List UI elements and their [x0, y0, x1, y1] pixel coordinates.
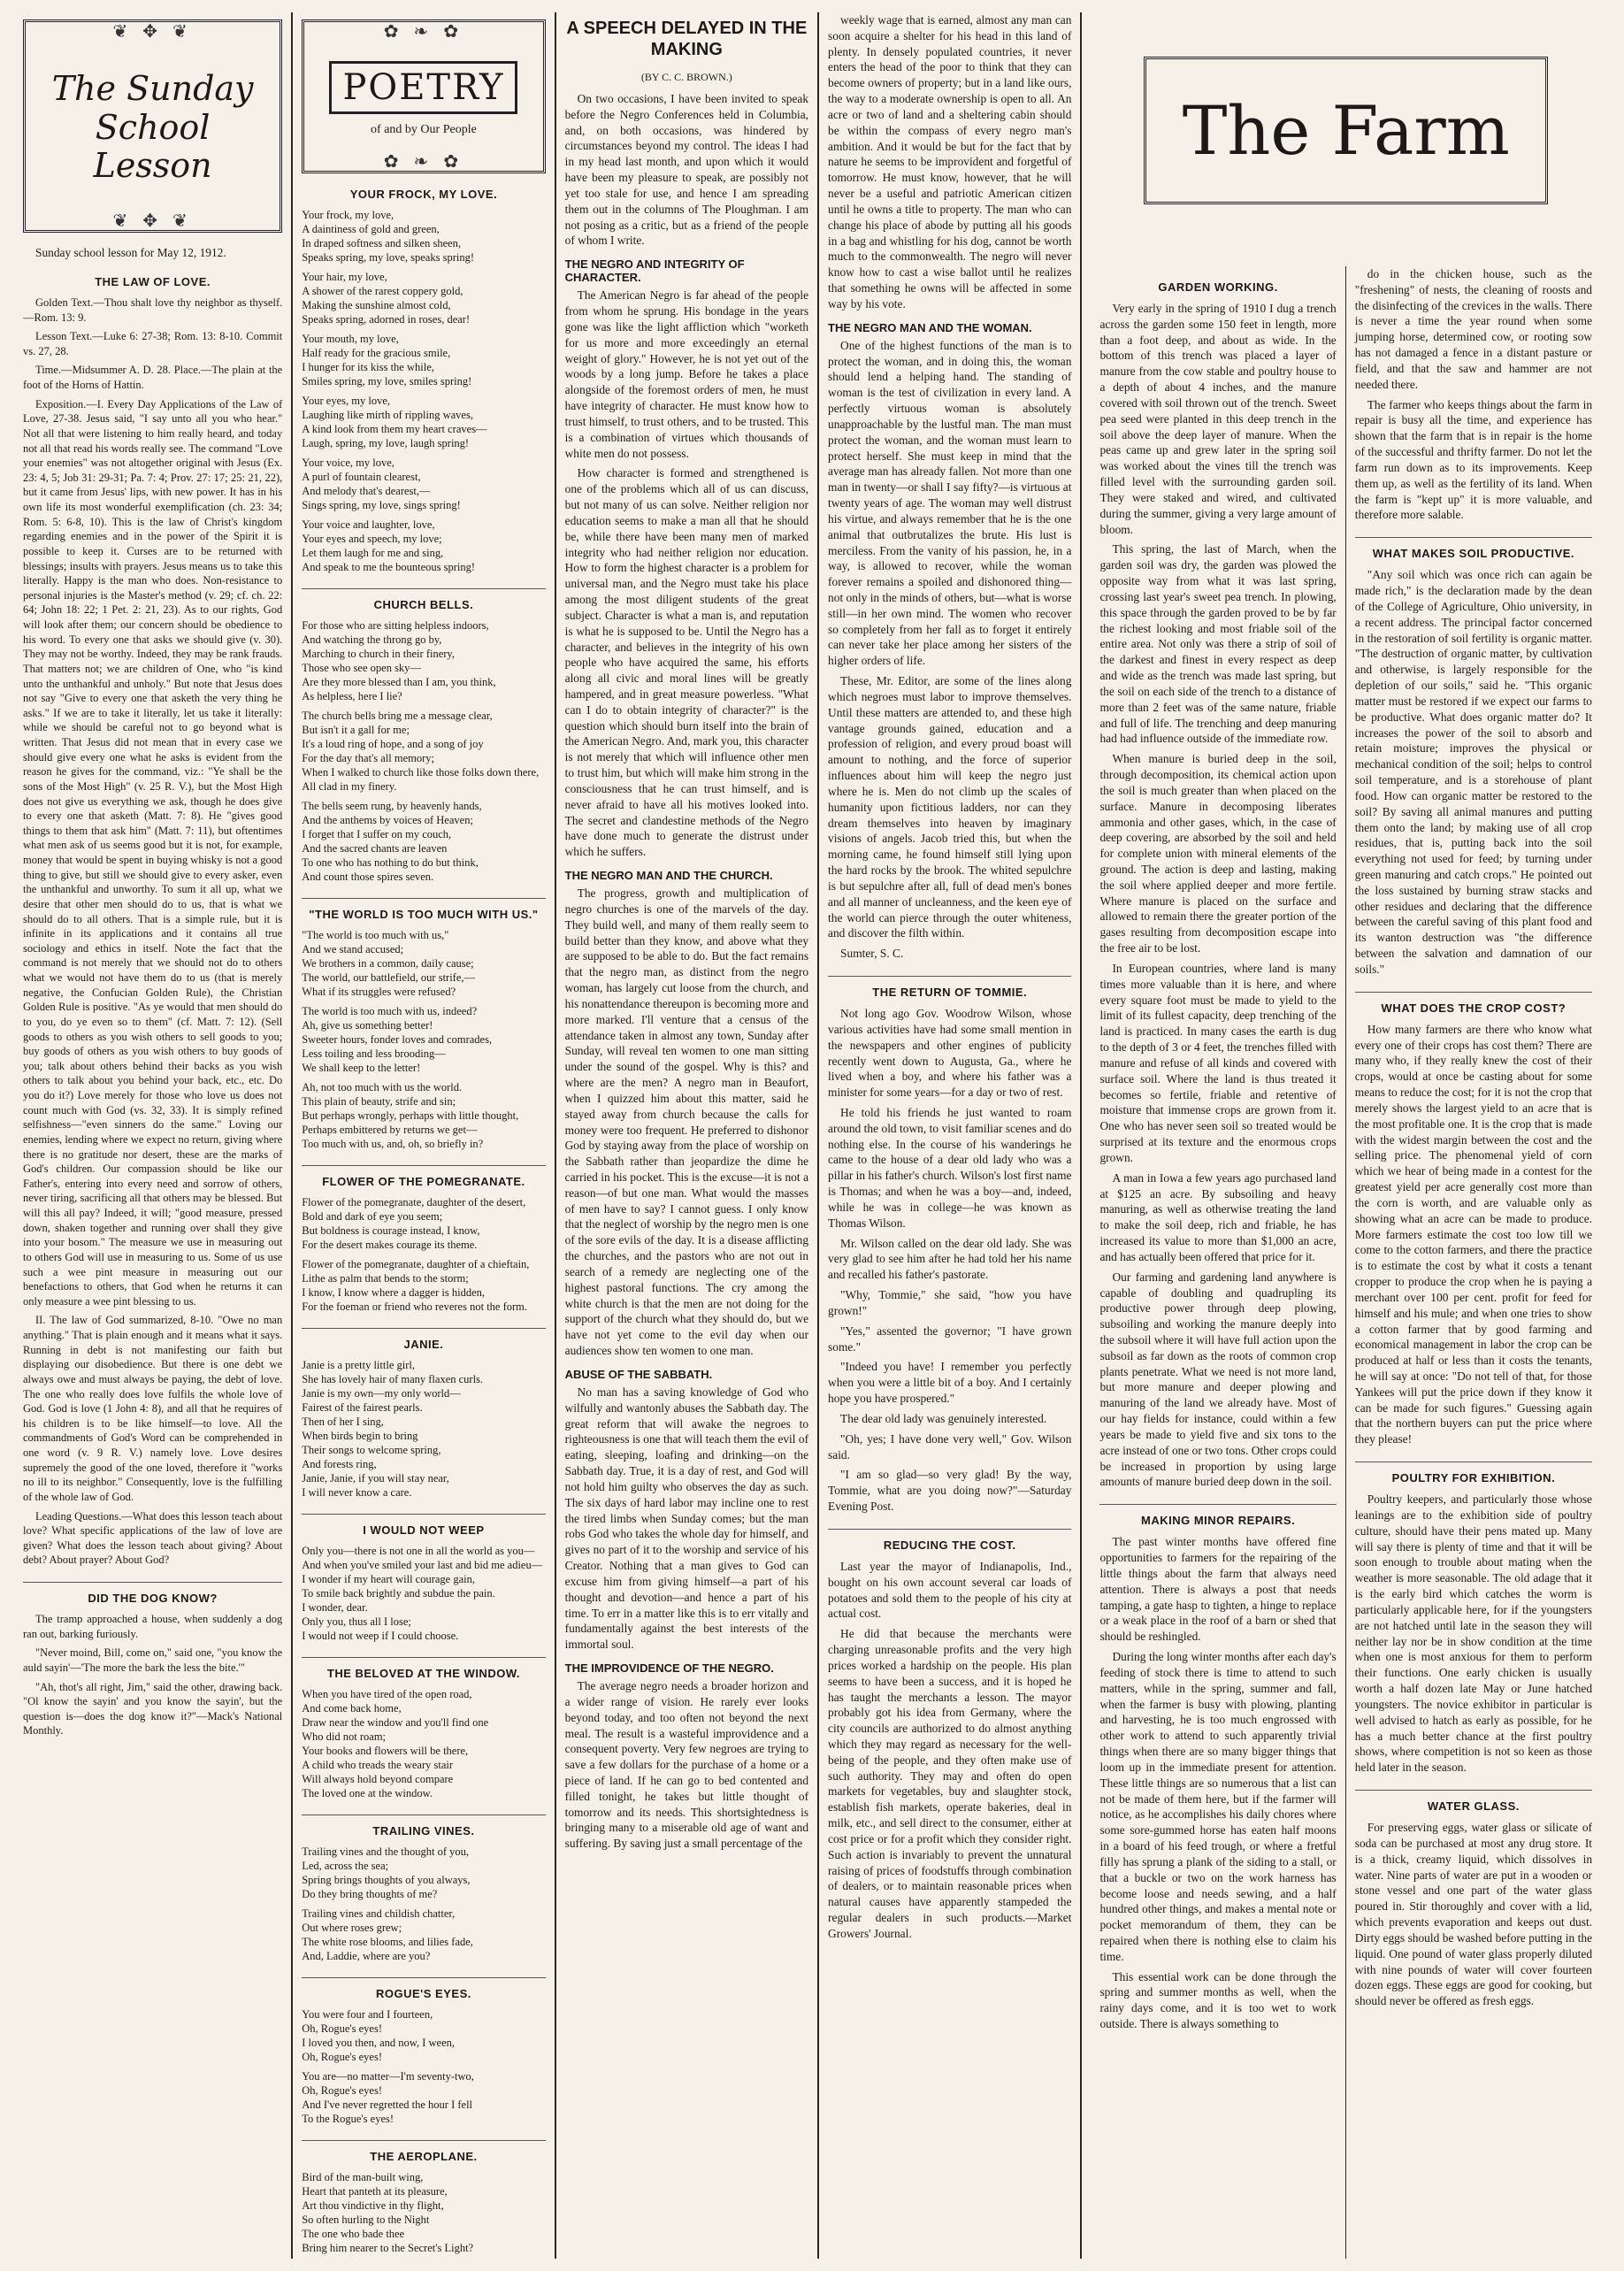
poem-verse — [302, 1195, 545, 1314]
poem-line: You were four and I fourteen, — [302, 2008, 433, 2021]
poem-line: Your books and flowers will be there, — [302, 1745, 469, 1757]
poem-line: Fairest of the fairest pearls. — [302, 1401, 423, 1414]
poem-line: "The world is too much with us," — [302, 929, 449, 941]
poem-line: Art thou vindictive in thy flight, — [302, 2199, 444, 2212]
poem-line: Your eyes, my love, — [302, 395, 391, 407]
poem-line: Your voice, my love, — [302, 457, 395, 469]
golden-text: Golden Text.—Thou shalt love thy neighbor as thyself.—Rom. 13: 9. — [23, 295, 283, 324]
poem-line: The one who bade thee — [302, 2228, 405, 2240]
ornament-top-icon: ❦ ✥ ❦ — [112, 22, 193, 42]
poem-line: Half ready for the gracious smile, — [302, 347, 451, 359]
poem-line: It's a loud ring of hope, and a song of joy — [302, 738, 484, 750]
poem-line: I know, I know where a dagger is hidden, — [302, 1286, 486, 1299]
crop-cost-title: WHAT DOES THE CROP COST? — [1355, 992, 1592, 1015]
garden-p6: Our farming and gardening land anywhere is capable of doubling and quadrupling its productive power through deep plowing, subsoiling and working the manure deeply into the subsoil where it will have full action upon the subsoil as far down as the roots of common crop plants penetrate. What we need is not more land, but more manure and deeper plowing and manuring of the land we already have. Most of our hay fields for instance, could within a few years be made to yield five and six tons to the acre instead of one or two tons. Other crops could be increased in proportion by using large amounts of manure buried deep down in the soil. — [1099, 1270, 1337, 1489]
poem-line: Your eyes and speech, my love; — [302, 533, 442, 545]
repairs-p5: The farmer who keeps things about the farm in repair is busy all the time, and experience has shown that the farm that is in repair is the home of the successful and thrifty farmer. Do not let the farm run down as to its improvements. Keep them up, as well as the fertility of its land. When the farm is "kept up" it is more valuable, and therefore more salable. — [1354, 397, 1593, 522]
poem-line: And count those spires seven. — [302, 871, 434, 883]
poem-line: Your voice and laughter, love, — [302, 518, 435, 531]
poem-line: Trailing vines and the thought of you, — [302, 1845, 469, 1858]
speech-p9: These, Mr. Editor, are some of the lines along which negroes must labor to improve themselves. Until these matters are attended to, and these high vantage grounds gained, education and a profession of religion, and every proud boast will amount to nothing, and the force of superior influences about him will keep the negro just where he is. Men do not climb up the scales of humanity upon fictitious ladders, nor can they dream themselves into heaven by imaginary visions of angels. Jacob tried this, but when the morning came, he found himself still lying upon the hard rocks by the brook. The whited sepulchre is but sepulchre after all, full of dead men's bones and all manner of uncleanness, and the keen eye of the world can pierce through the outer whiteness, and discover the filth within. — [828, 674, 1072, 940]
poem-line: Ah, not too much with us the world. — [302, 1081, 463, 1093]
poem-line: Ah, give us something better! — [302, 1019, 433, 1032]
poem-title: ROGUE'S EYES. — [302, 1977, 545, 2000]
poem-line: Will always hold beyond compare — [302, 1773, 454, 1785]
poem-line: Making the sunshine almost cold, — [302, 299, 451, 311]
poem-title: THE BELOVED AT THE WINDOW. — [302, 1657, 545, 1680]
garden-p1: Very early in the spring of 1910 I dug a trench across the garden some 150 feet in length, more than a foot deep, and about as wide. In the bottom of this trench was placed a layer of manure from the cow stable and poultry house to a depth of about 4 inches, and the manure covered with soil thrown out of the trench. Sweet pea seed were planted in this deep trench in the soil above the deep layer of manure. When the peas came up and grew later in the spring soil was worked about the vines till the trench was filled level with the surrounding garden soil. They were staked and wired, and cultivated during the summer, giving a very large amount of bloom. — [1099, 302, 1337, 536]
poem-line: For the desert makes courage its theme. — [302, 1239, 478, 1251]
speech-byline: (BY C. C. BROWN.) — [640, 71, 732, 83]
poem-line: Laugh, spring, my love, laugh spring! — [302, 437, 470, 449]
poem-line: To the Rogue's eyes! — [302, 2113, 395, 2125]
poem-line: Speaks spring, my love, speaks spring! — [302, 251, 475, 264]
poem-line: Perhaps embittered by returns we get— — [302, 1124, 478, 1136]
speech-subhead-4: THE IMPROVIDENCE OF THE NEGRO. — [564, 1661, 774, 1676]
speech-subhead-3: ABUSE OF THE SABBATH. — [564, 1367, 713, 1381]
farm-header: The Farm — [1144, 57, 1548, 204]
garden-p3: When manure is buried deep in the soil, through decomposition, its chemical action upon the soil is much greater than when placed on the surface. Manure in decomposing liberates ammonia and other gases, which, in the case of deep covering, are absorbed by the soil and held for complete union with mineral elements of the ground. The action is deep and lasting, making the soil where applied deeper and more fertile. Where manure is placed on the surface and allowed to remain there the greater portion of the gases resulting from decomposition escape into the free air to be lost. — [1099, 752, 1337, 955]
lesson-intro: Sunday school lesson for May 12, 1912. — [35, 246, 226, 260]
poetry-header: POETRY — [329, 61, 517, 114]
leading-questions: Leading Questions.—What does this lesson teach about love? What specific applications of the law of love are given? What does the lesson teach about giving? About debt? About prayer? About God? — [23, 1509, 283, 1567]
poem-line: Smiles spring, my love, smiles spring! — [302, 375, 472, 387]
poem-line: For the day that's all memory; — [302, 752, 435, 764]
tommie-p9: "I am so glad—so very glad! By the way, Tommie, what are you doing now?"—Saturday Evening Post. — [828, 1468, 1072, 1514]
tommie-p6: "Indeed you have! I remember you perfectly when you were a little bit of a boy. And I certainly hope you have prospered." — [828, 1360, 1072, 1406]
garden-p4: In European countries, where land is many times more valuable than it is here, and where every square foot must be made to yield to the limit of its fullest capacity, deep trenching of the land is practiced. In many cases the earth is dug to the depth of 3 or 4 feet, the trenches filled with manure and refuse of all kinds and covered with surface soil. Where the land is thus treated it becomes so fertile, friable and retentive of moisture that immense crops are grown from it. One who has never seen soil so treated would be surprised at its texture and the enormous crops grown. — [1099, 961, 1337, 1164]
tommie-p4: "Why, Tommie," she said, "how you have grown!" — [828, 1288, 1072, 1317]
poem-line: Do they bring thoughts of me? — [302, 1888, 438, 1900]
column-sunday-school — [14, 12, 293, 2259]
poem-line: Janie, Janie, if you will stay near, — [302, 1472, 449, 1485]
poem-line: Flower of the pomegranate, daughter of a chieftain, — [302, 1258, 530, 1270]
poem-line: She has lovely hair of many flaxen curls. — [302, 1373, 484, 1385]
poem-line: We brothers in a common, daily cause; — [302, 957, 474, 970]
farm-column-left — [1091, 266, 1345, 2259]
poem-line: A child who treads the weary stair — [302, 1759, 454, 1771]
repairs-p1: The past winter months have offered fine opportunities to farmers for the repairing of the little things about the farm that always need attention. There is always a post that needs tamping, a gate hasp to tighten, a hinge to replace or a weak place in the roof of a barn or shed that should be reshingled. — [1099, 1535, 1337, 1644]
poem-line: All clad in my finery. — [302, 780, 397, 793]
farm-column-right — [1346, 266, 1601, 2259]
speech-p1: On two occasions, I have been invited to speak before the Negro Conferences held in Columbia, and, on both occasions, was hindered by circumstances beyond my control. The ideas I had in my head last month, and upon which it would have been my pleasure to speak, are possibly not yet too stale for use, and hence I am spreading them out in the columns of The Ploughman. I am not posing as a critic, but as a friend of the people of whom I write. — [564, 92, 809, 248]
poem-line: Their songs to welcome spring, — [302, 1444, 441, 1456]
poem-title: I WOULD NOT WEEP — [302, 1514, 545, 1537]
poem-line: For those who are sitting helpless indoors, — [302, 619, 489, 632]
lesson-title: THE LAW OF LOVE. — [95, 274, 211, 288]
poem-line: For the foeman or friend who reveres not the form. — [302, 1300, 528, 1313]
poem-line: The world is too much with us, indeed? — [302, 1005, 478, 1017]
tommie-p5: "Yes," assented the governor; "I have grown some." — [828, 1323, 1072, 1354]
poem-line: A kind look from them my heart craves— — [302, 423, 487, 435]
poem-verse — [302, 1687, 545, 1800]
cost-title: REDUCING THE COST. — [828, 1529, 1071, 1552]
cost-p2: He did that because the merchants were charging unreasonable profits and the very high prices worked a hardship on the people. His plan seems to have been a success, and it is hoped he has taught the merchants a lesson. The mayor probably got his idea from Germany, where the city councils are authorized to do almost anything which they may regard as necessary for the well-being of the people, and they often make use of such authority. They may and often do open markets for vegetables, buy and slaughter stock, establish fish markets, operate bakeries, deal in milk, etc., and sell direct to the consumer, either at cost price or for a profit which they consider right. Such action is invariably to prevent the unnatural raising of prices of foodstuffs through combination of dealers, or to maintain reasonable prices when natural causes have apparently stampeded the regular dealers in such products.—Market Growers' Journal. — [828, 1627, 1072, 1940]
poem-line: I forget that I suffer on my couch, — [302, 828, 452, 840]
poem-line: We shall keep to the letter! — [302, 1062, 421, 1074]
poem-line: And forests ring, — [302, 1458, 377, 1470]
poem-line: Lithe as palm that bends to the storm; — [302, 1272, 469, 1285]
poem-title: THE AEROPLANE. — [302, 2140, 545, 2163]
farm-section — [1082, 12, 1610, 2259]
ornament-bottom-icon: ❦ ✥ ❦ — [112, 211, 193, 232]
tommie-title: THE RETURN OF TOMMIE. — [828, 976, 1071, 999]
poem-line: And we stand accused; — [302, 943, 404, 955]
poem-line: Laughing like mirth of rippling waves, — [302, 409, 473, 421]
poem-line: And the sacred chants are leaven — [302, 842, 448, 855]
poem-title: JANIE. — [302, 1328, 545, 1351]
speech-subhead-1: THE NEGRO AND INTEGRITY OF CHARACTER. — [564, 257, 745, 285]
header-line-2: School Lesson — [93, 107, 212, 186]
column-poetry — [293, 12, 555, 2259]
poem-line: I hunger for its kiss the while, — [302, 361, 434, 373]
lesson-text: Lesson Text.—Luke 6: 27-38; Rom. 13: 8-10. Commit vs. 27, 28. — [23, 330, 283, 357]
poem-line: And, Laddie, where are you? — [302, 1950, 431, 1962]
poem-line: I loved you then, and now, I ween, — [302, 2037, 455, 2049]
poem-line: A purl of fountain clearest, — [302, 471, 421, 483]
poem-line: Only you, thus all I lose; — [302, 1615, 411, 1628]
poem-line: Oh, Rogue's eyes! — [302, 2084, 383, 2097]
poem-line: This plain of beauty, strife and sin; — [302, 1095, 456, 1108]
repairs-title: MAKING MINOR REPAIRS. — [1099, 1504, 1336, 1527]
poem-line: Too much with us, and, oh, so briefly in? — [302, 1138, 484, 1150]
crop-cost-p1: How many farmers are there who know what every one of their crops has cost them? There are many who, if they really knew the cost of their crops, would at once be casting about for some means to reduce the cost; for it is not the crop that merely shows the largest yield to an acre that is the most profitable one. It is the crop that is made with the widest margin between the cost and the selling price. The phenomenal yield of corn which we hear of being made in a contest for the greatest yield per acre generally cost more than the corn is worth, and are valuable only as showing what an acre can be made to produce. More farmers estimate the cost too low till we come to the cotton farmers, and there the practice is to estimate the cost by what it costs a tenant cropper to produce the crop when he is paying a merchant over 100 per cent. profit for feed for himself and his mule; and when one tries to show a cotton farmer that by good farming and economical management in labor the crop can be produced at half or less than it costs the tenants, he will say at once: "Do not tell of that, for those Yankees will put the price down if they know it can be made for such figures." Guessing again that the northern buyers can put the price where they please! — [1354, 1022, 1593, 1446]
poem-line: Oh, Rogue's eyes! — [302, 2022, 383, 2035]
repairs-p4: do in the chicken house, such as the "freshening" of nests, the cleaning of roosts and the disinfecting of the crevices in the walls. There is never a time the year round when some jumping horse, determined cow, or rooting sow has not damaged a fence in a distant pasture or field, and that the saw and hammer are not needed there. — [1354, 267, 1593, 391]
repairs-p3: This essential work can be done through the spring and summer months as well, when the rainy days come, and it is too wet to work outside. There is always something to — [1099, 1969, 1337, 2031]
garden-p2: This spring, the last of March, when the garden soil was dry, the garden was plowed the opposite way from what it was last spring, crossing last year's sweet pea trench. In plowing, this space through the garden proved to be by far the richest looking and most friable soil of the entire area. Not only was there a strip of soil of the darkest and finest in every respect as deep and wide as the trench was made last spring, but the soil on each side of the trench to a distance of more than 2 feet was of the same nature, friable and full of life. The trenching and deep manuring had had influence outside of the immediate row. — [1099, 542, 1337, 746]
speech-p2: The American Negro is far ahead of the people from whom he sprung. His bondage in the years gone was like the light affliction which "worketh for us more and more exceedingly an eternal weight of glory." However, he is not yet out of the woods by a long jump. Before he takes a place alongside of the foremost orders of men, he must have integrity of character. He must know how to trust himself, to trust others, and to be trusted. This is a combination of virtues which thousands of white men do not possess. — [564, 288, 809, 460]
poem-line: Speaks spring, adorned in roses, dear! — [302, 313, 471, 326]
dog-story-p2: "Never moind, Bill, come on," said one, "you know the auld sayin'—'The more the bark the less the bite.'" — [23, 1646, 283, 1674]
poem-title: CHURCH BELLS. — [302, 588, 545, 611]
poultry-title: POULTRY FOR EXHIBITION. — [1355, 1462, 1592, 1485]
poem-line: Janie is my own—my only world— — [302, 1387, 461, 1400]
exposition-part-1: Exposition.—I. Every Day Applications of the Law of Love, 27-38. Jesus said, "I say unto all you who hear." Not all that were listening to him really heard, and today not all that read his words really see. The command "Love your enemies" was not altogether original with Jesus (Ex. 23: 4, 5; Job 31: 29-31; Pa. 7: 4; Prov. 27: 17; 25: 21, 22), but it came from Jesus' lips, with new power. It has in his own life its most wonderful exemplification (ch. 23: 34; Rom. 5: 6-8, 10). This is the law of Christ's kingdom regarding enemies and in the power of the Spirit it is possible to keep it. Curses are to be returned with blessings; insults with prayers. Jesus means us to take this literally. Happy is the man who does. Non-resistance to personal injuries is the Master's method (v. 29; cf. ch. 22: 64; John 18: 22; 1 Pet. 2: 21, 23). As to our rights, God will look after them; our concern should be obedience to his word. To every one that asks we should give (v. 30). They may not be worthy. Indeed, they may be rank frauds. That matters not; we are children of One, who "is kind unto the unthankful and unholy." But note that Jesus does not say "Give to every one that asketh the very thing he asks." If we are to take it literally, let us take it literally: while we should be careful not to go beyond what is written. That Jesus did not mean that in every case we should give every one what he asks is evident from the reason he gives for the command, viz.: "Ye shall be the sons of the Most High" (v. 25 R. V.), but the Most High does not give us everything we ask, though he does give to every one that asketh (Matt. 7: 8). He "gives good things to them that ask him" (Matt. 7: 11), but oftentimes what men ask of us seems good but it is not, for example, money that would be spent in buying whisky is not a good thing to give, but still we should give to every asker, even the unthankful and unworthy. To sum it all up, what we desire that other men should do to us, that is what we should do to all others. That is a simple rule, but it is infinite in its applications and it contains all true sociology and ethics in itself. Note the fact that the command is not merely that we should not do to others what we would not have them do to us (that is merely negative, the Confucian Golden Rule), the Christian Golden Rule is positive. "As ye would that men should do to you, do ye even so to them" (cf. Matt. 7: 12). (Sell goods to others as you wish others to sell goods to you; buy goods of others as you wish others to buy goods of you; talk about others behind their backs as you wish others to talk about you behind your back, etc., etc. Do you do it?) Love merely for those who love us does not count much with God (vs. 32, 33). It is simply refined selfishness—"even sinners do the same." Loving our enemies, lending where we expect no return, giving where there is no gratitude nor desert, these are the marks of God's children. Our compassion should be like our Father's, entering into every need and sorrow of others, never tiring, sacrificing all that others may be blessed. But will this all pay? Indeed, it will; "good measure, pressed down, shaken together and running over shall they give into your bosom." The measure we use in measuring out to others God will use in measuring to us. Some of us use such a wee pint measure in measuring out our benefactions to others, that God when he returns it can only measure a wee pint blessing to us. — [23, 397, 283, 1308]
dog-story-p3: "Ah, thot's all right, Jim," said the other, drawing back. "Ol know the sayin' and you know the sayin', but the question is—does the dog know it?"—Mack's National Monthly. — [23, 1680, 283, 1738]
poem-line: To smile back brightly and subdue the pain. — [302, 1587, 495, 1600]
poem-title: "THE WORLD IS TOO MUCH WITH US." — [302, 898, 545, 921]
exposition-part-2: II. The law of God summarized, 8-10. "Owe no man anything." That is plain enough and it means what it says. Running in debt is not manifesting our faith but displaying our disobedience. But there is one debt we always owe and must always be paying, the debt of love. The one who really does love fulfils the whole love of God. God is love (1 John 4: 8), and all that he requires of his children is to be like himself—to love. All the commandments of God's Word can be comprehended in one word (v. 9 R. V.) namely love. Love desires supremely the good of the one loved, therefore it "works no ill to its neighbor." Consequently, love is the fulfilling of the whole law of God. — [23, 1314, 283, 1503]
ornament-bottom-icon: ✿ ❧ ✿ — [383, 152, 464, 172]
poem-line: And speak to me the bounteous spring! — [302, 561, 476, 573]
lesson-time: Time.—Midsummer A. D. 28. Place.—The plain at the foot of the Horns of Hattin. — [23, 364, 283, 392]
tommie-p2: He told his friends he just wanted to roam around the old town, to visit familiar scenes and do nothing else. In the course of his wanderings he came to the house of a dear old lady who was a pillar in his father's church. Wilson's lost first name is Thomas; and when he was a boy—and, indeed, while he was in college—he was known as Thomas Wilson. — [828, 1106, 1072, 1230]
column-speech — [556, 12, 819, 2259]
poem-verse — [302, 2170, 545, 2255]
poem-line: And the anthems by voices of Heaven; — [302, 814, 473, 826]
water-glass-p1: For preserving eggs, water glass or silicate of soda can be purchased at most any drug store. It is a thick, creamy liquid, which dissolves in water. Nine parts of water are put in a wooden or stone vessel and one part of the water glass poured in. Stir thoroughly and cover with a lid, which prevents evaporation and keeps out dust. Dirty eggs should be washed before putting in the liquid. One pound of water glass properly diluted with nine pounds of water will cover fourteen dozen eggs. These eggs are good for cooking, but should never be offered as fresh eggs. — [1354, 1821, 1593, 2008]
poem-line: I will never know a care. — [302, 1486, 412, 1499]
garden-p5: A man in Iowa a few years ago purchased land at $125 an acre. By subsoiling and heavy manuring, as well as otherwise treating the land to make the soil deep, rich and friable, he has increased its value to more than $1,000 an acre, and has actually been offered that price for it. — [1099, 1170, 1337, 1263]
poem-title: TRAILING VINES. — [302, 1814, 545, 1838]
poem-line: To one who has nothing to do but think, — [302, 856, 479, 869]
poem-line: And come back home, — [302, 1702, 402, 1715]
poem-line: And watching the throng go by, — [302, 633, 442, 646]
speech-p4: The progress, growth and multiplication of negro churches is one of the marvels of the day. They build well, and many of them really seem to build better than they know, and above what they are supposed to be able to do. But the fact remains that the negro man, as distinct from the negro woman, has largely cut loose from the church, and his nonattendance thereupon is becoming more and more marked. I'll venture that a census of the attendance taken in almost any town, Sunday after Sunday, will reveal ten women to one man sitting under the sound of the gospel. Why is this? and where are the men? A negro man in Beaufort, when I quizzed him about this matter, said he stayed away from church because the calls for money were too frequent. He preferred to dishonor God by staying away from the place of worship on the Sabbath rather than jeopardize the dime he carried in his pocket. This is the excuse—it is not a reason—of but one man. What would the masses of men have to say? I cannot guess. I only know that the neglect of worship by the negro men is one of the sore evils of the day. It is a disease afflicting the churches, and the pastors who are not out in search of a remedy are neglecting one of the highest pastoral functions. The cry among the white church is that the men are not doing for the support of the church what they should do, but we have not yet come to the evil day when our audiences show ten women to one man. — [564, 886, 809, 1358]
cost-p1: Last year the mayor of Indianapolis, Ind., bought on his own account several car loads of potatoes and sold them to the people of his city at actual cost. — [828, 1559, 1072, 1621]
poem-line: Then of her I sing, — [302, 1416, 384, 1428]
tommie-p3: Mr. Wilson called on the dear old lady. She was very glad to see him after he had told her his name and recalled his father's pastorate. — [828, 1236, 1072, 1282]
speech-subhead-5: THE NEGRO MAN AND THE WOMAN. — [828, 320, 1032, 334]
speech-signature: Sumter, S. C. — [840, 947, 904, 961]
poem-line: A daintiness of gold and green, — [302, 223, 440, 235]
dog-story-p1: The tramp approached a house, when suddenly a dog ran out, barking furiously. — [23, 1613, 283, 1640]
poem-line: When I walked to church like those folks down there, — [302, 766, 540, 779]
tommie-p7: The dear old lady was genuinely interested. — [840, 1411, 1047, 1425]
poem-verse — [302, 618, 545, 884]
poem-line: Janie is a pretty little girl, — [302, 1359, 415, 1371]
sunday-school-header-box — [23, 19, 282, 233]
poem-line: Bring him nearer to the Secret's Light? — [302, 2242, 474, 2254]
poem-verse — [302, 208, 545, 574]
poem-line: And when you've smiled your last and bid me adieu— — [302, 1559, 543, 1571]
poem-line: Are they more blessed than I am, you think, — [302, 676, 496, 688]
poem-line: I wonder, dear. — [302, 1601, 368, 1614]
poem-line: Your hair, my love, — [302, 271, 387, 283]
poem-line: Who did not roam; — [302, 1730, 387, 1743]
poem-line: And melody that's dearest,— — [302, 485, 431, 497]
speech-title: A SPEECH DELAYED IN THE MAKING — [566, 19, 808, 59]
poem-line: The white rose blooms, and lilies fade, — [302, 1936, 473, 1948]
poem-line: Spring brings thoughts of you always, — [302, 1874, 471, 1886]
poem-line: As helpless, here I lie? — [302, 690, 402, 702]
repairs-p2: During the long winter months after each day's feeding of stock there is time to attend to such matters, while in the spring, summer and fall, when the farmer is busy with plowing, planting and harvesting, he is too much engrossed with other work to attend to such apparently trivial things when there are so many bigger things that loom up in the immediate present for attention. These little things are so numerous that a list can not be made of them here, but if the farmer will notice, as he accomplishes his daily chores where some sore-gummed horse has eaten half moons in a board of his feed trough, or where a fretful filly has sprung a plank of the siding to a stall, or that a buckle or two on the work harness has become loose and needs sewing, and a half hundred other things, and makes a mental note or pocket memorandum of them, they can be repaired when there is nothing else to claim his time. — [1099, 1650, 1337, 1963]
poem-line: The world, our battlefield, our strife,— — [302, 971, 476, 984]
poem-verse — [302, 928, 545, 1151]
soil-title: WHAT MAKES SOIL PRODUCTIVE. — [1355, 537, 1592, 560]
speech-p6: The average negro needs a broader horizon and a wider range of vision. He rarely ever looks beyond today, and too often not beyond the next meal. The result is a wasteful improvidence and a consequent poverty. Very few negroes are trying to save a few dollars for the purchase of a home or a piece of land. If he can go to bed contented and filled tonight, he takes but little thought of tomorrow and its needs. This shortsightedness is bringing many to a miserable old age of want and suffering. By saving just a small percentage of the — [564, 1679, 809, 1851]
poultry-p1: Poultry keepers, and particularly those whose leanings are to the exhibition side of poultry culture, should have their pens mated up. Many will say there is plenty of time and that it will be soon enough to trouble about mating when the weather is more seasonable. The old adage that it is the early bird which catches the worm is particularly applicable here, for if the youngsters are not hatched until late in the season they will neither lay nor be in show condition at the time when one is most anxious for them to perform their functions. One early chicken is usually worth a half dozen late May or June hatched youngsters. The novice exhibitor in particular is well advised to hatch as early as possible, for he has a much better chance at the first poultry shows, where competition is not so keen as those held later in the season. — [1354, 1492, 1593, 1775]
poem-line: Let them laugh for me and sing, — [302, 547, 444, 559]
poem-title: YOUR FROCK, MY LOVE. — [349, 188, 498, 201]
poem-line: A shower of the rarest coppery gold, — [302, 285, 463, 297]
farm-columns — [1091, 266, 1601, 2259]
poem-line: Oh, Rogue's eyes! — [302, 2051, 383, 2063]
speech-p5: No man has a saving knowledge of God who wilfully and wantonly abuses the Sabbath day. The great reform that will awake the negroes to righteousness is one that will teach them the evil of eating, sleeping, loafing and drinking—on the Sabbath day. True, it is a day of rest, and God will not hold him guilty who observes the day as such. The six days of hard labor may incline one to rest the tired limbs when Sunday comes; but the man robs God who takes the whole day for himself, and gives no part of it to the worship and service of his Creator. Nothing that a man gives to God can excuse him from giving himself—a part of his thought and devotion—and hence a part of his time. To err in a matter like this is to err vitally and fundamentally against the best interests of the immortal soul. — [564, 1385, 809, 1652]
poem-line: When birds begin to bring — [302, 1430, 418, 1442]
poem-line: I wonder if my heart will courage gain, — [302, 1573, 475, 1585]
poem-verse — [302, 1358, 545, 1500]
poem-line: But boldness is courage instead, I know, — [302, 1224, 480, 1237]
poetry-header-box — [302, 19, 545, 173]
poem-line: Trailing vines and childish chatter, — [302, 1907, 456, 1920]
column-speech-continued — [819, 12, 1082, 2259]
poem-line: What if its struggles were refused? — [302, 986, 456, 998]
speech-p8: One of the highest functions of the man is to protect the woman, and in doing this, the woman should lend a helping hand. The standing of woman is the test of civilization in every land. A perfectly virtuous woman is absolutely unapproachable by the lustful man. The man must protect the woman, and the woman must learn to protect herself. She must keep in mind that the average man has already fallen. Not more than one man in twenty—or shall I say fifty?—is virtuous at twenty years of age. The woman may well distrust his virtue, and always remember that he is the one animal that outbrutalizes the brute. His lust is merciless. From the vanity of his passion, he, in a way, is allowed to recover, while the woman forever remains a spoiled and dishonored thing—not only in the minds of others, but—what is worse still—in her own mind. The women who recover so completely from her fall as to forget it entirely can never take her place among her sisters of the higher orders of life. — [828, 338, 1072, 668]
poem-line: So often hurling to the Night — [302, 2213, 430, 2226]
speech-p7: weekly wage that is earned, almost any man can soon acquire a shelter for his head in this land of plenty. In densely populated countries, it never enters the head of the poor to think that they can become owners of property; but in a land like ours, the way to a moderate ownership is open to all. An acre or two of land and a sheltering cabin should be within the compass of every negro man's ambition. And it would be but for the fact that by nature he seems to be improvident and forgetful of tomorrow. He must know, however, that he will never be a useful and patriotic American citizen until he owns a title to property. The man who can change his place of abode by putting all his goods in a bag and whistling for his dog, cannot be worth much to the commonwealth. The negro will never know how to cast a wise ballot until he realizes that something he owns will be affected in some way by his vote. — [828, 13, 1072, 311]
poem-line: Bold and dark of eye you seem; — [302, 1210, 443, 1223]
poem-line: Only you—there is not one in all the world as you— — [302, 1545, 535, 1557]
soil-p1: "Any soil which was once rich can again be made rich," is the declaration made by the dean of the College of Agriculture, Ohio university, in a recent address. The principal factor concerned in the restoration of soil fertility is organic matter. "The destruction of organic matter, by cultivation and otherwise, is largely responsible for the depletion of our soils," said he. "This organic matter must be restored if we expect our farms to be productive. What does organic matter do? It increases the power of the soil to absorb and retain moisture; improves the physical or mechanical condition of the soil; helps to control soil temperature, and is a storehouse of plant food. How can organic matter be restored to the soil? By saving all animal manures and putting them onto the land; by making use of all crop residues, that is, putting back into the soil everything not used for feed; by turning under green manuring and catch crops." He pointed out the loss sustained by burning straw stacks and other residues and declaring that the difference between the careful saving of this plant food and its wanton destruction was "the difference between the salvation and damnation of our soils." — [1354, 568, 1593, 976]
poem-line: The loved one at the window. — [302, 1787, 433, 1799]
poem-verse — [302, 1845, 545, 1963]
water-glass-title: WATER GLASS. — [1355, 1790, 1592, 1813]
poem-line: Draw near the window and you'll find one — [302, 1716, 489, 1729]
poem-line: Your mouth, my love, — [302, 333, 399, 345]
poem-line: Less toiling and less brooding— — [302, 1047, 446, 1060]
poem-line: Flower of the pomegranate, daughter of the desert, — [302, 1196, 526, 1208]
poem-line: Sweeter hours, fonder loves and comrades, — [302, 1033, 493, 1046]
poem-line: Led, across the sea; — [302, 1860, 389, 1872]
header-line-1: The Sunday — [51, 69, 254, 108]
poem-line: Those who see open sky— — [302, 662, 421, 674]
poem-line: Out where roses grew; — [302, 1922, 402, 1934]
poem-line: But isn't it a gall for me; — [302, 724, 410, 736]
poem-line: Bird of the man-built wing, — [302, 2171, 424, 2183]
poem-line: Your frock, my love, — [302, 209, 395, 221]
poem-line: And I've never regretted the hour I fell — [302, 2098, 473, 2111]
poem-line: Sings spring, my love, sings spring! — [302, 499, 461, 511]
poem-line: In draped softness and silken sheen, — [302, 237, 462, 249]
poem-line: You are—no matter—I'm seventy-two, — [302, 2070, 474, 2083]
poem-line: Heart that panteth at its pleasure, — [302, 2185, 448, 2198]
speech-p3: How character is formed and strengthened is one of the problems which all of us can discuss, but not many of us can solve. Neither religion nor education seems to make a man all that he should be, while there have been many men of marked integrity who had neither religion nor education. How to form the highest character is a problem for universal man, and the Negro must take his place among the most diligent students of the great subject. Character is what a man is, and reputation is what he is supposed to be. Until the Negro has a character, and believes in the integrity of his own people who have acquired the same, his efforts along all civic and moral lines will be greatly hampered, and in great measure powerless. "What can I do to obtain integrity of character?" is the question which should burn itself into the brain of the American Negro. And, mark you, this character is not merely that which will influence other men to trust him, but which will make him strong in the consciousness that he can trust himself, and is never afraid to have all his motives looked into. The secret and clandestine methods of the Negro have done much to generate the distrust under which he suffers. — [564, 466, 809, 859]
poem-verse — [302, 1544, 545, 1643]
poem-line: I would not weep if I could choose. — [302, 1630, 459, 1642]
poem-line: But perhaps wrongly, perhaps with little thought, — [302, 1109, 519, 1122]
dog-story-title: DID THE DOG KNOW? — [23, 1582, 282, 1605]
poem-line: When you have tired of the open road, — [302, 1688, 472, 1700]
poem-title: FLOWER OF THE POMEGRANATE. — [302, 1165, 545, 1188]
tommie-p1: Not long ago Gov. Woodrow Wilson, whose various activities have had some small mention in the newspapers and other engines of publicity recently went down to Augusta, Ga., where he lived when a boy, and where his father was a minister for some years—for a day or two of rest. — [828, 1007, 1072, 1100]
ornament-top-icon: ✿ ❧ ✿ — [383, 22, 464, 42]
poems-list — [302, 188, 545, 2255]
garden-title: GARDEN WORKING. — [1158, 280, 1278, 294]
poetry-subheader: of and by Our People — [371, 123, 477, 136]
poem-line: Marching to church in their finery, — [302, 648, 455, 660]
poem-verse — [302, 2007, 545, 2126]
sunday-school-header — [31, 70, 274, 186]
tommie-p8: "Oh, yes; I have done very well," Gov. Wilson said. — [828, 1431, 1072, 1462]
speech-subhead-2: THE NEGRO MAN AND THE CHURCH. — [564, 869, 773, 883]
poem-line: The bells seem rung, by heavenly hands, — [302, 800, 482, 812]
poem-line: The church bells bring me a message clear, — [302, 710, 493, 722]
